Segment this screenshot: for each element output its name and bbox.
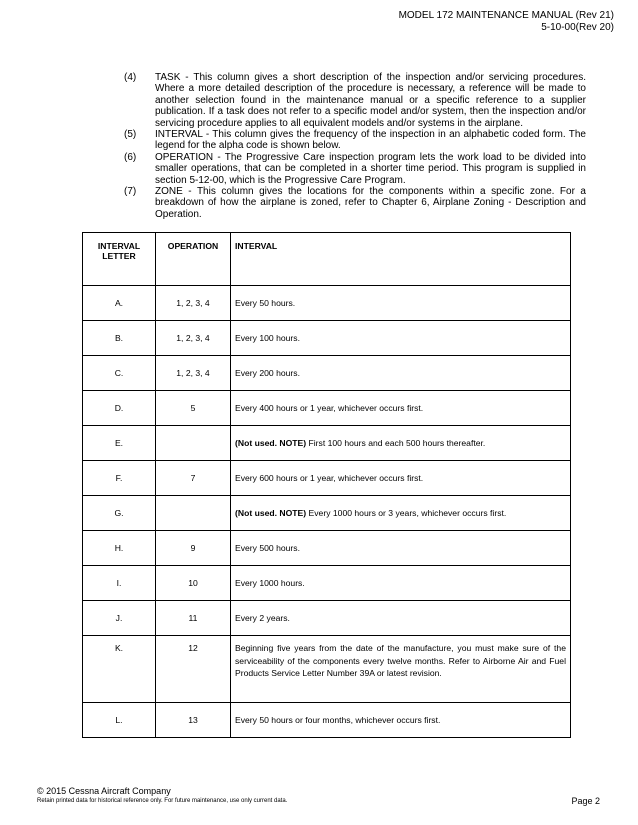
interval-letter-cell: F. [83, 461, 156, 496]
operation-cell: 13 [156, 703, 231, 738]
copyright-notice: © 2015 Cessna Aircraft Company [37, 786, 171, 796]
interval-letter-cell: D. [83, 391, 156, 426]
operation-cell: 9 [156, 531, 231, 566]
interval-cell [231, 496, 571, 531]
interval-table [82, 232, 571, 738]
definition-item-operation [124, 152, 586, 186]
interval-cell [231, 321, 571, 356]
interval-letter-cell: C. [83, 356, 156, 391]
item-text: INTERVAL - This column gives the frequency of the inspection in an alphabetic coded form. The legend for the alpha code is shown below. [155, 129, 586, 152]
interval-text: Every 500 hours. [235, 543, 300, 553]
interval-text: Every 50 hours. [235, 298, 296, 308]
operation-cell: 5 [156, 391, 231, 426]
interval-letter-cell: I. [83, 566, 156, 601]
interval-text: Beginning five years from the date of the manufacture, you must make sure of the serviceability of the components every twelve months. Refer to Airborne Air and Fuel Products Service Letter Number 39A or latest revision. [235, 643, 566, 678]
section-number: 5-10-00(Rev 20) [541, 22, 614, 33]
table-row [83, 703, 571, 738]
operation-cell: 1, 2, 3, 4 [156, 356, 231, 391]
interval-text: Every 200 hours. [235, 368, 300, 378]
interval-cell [231, 391, 571, 426]
item-number: (5) [124, 129, 137, 141]
interval-note: (Not used. NOTE) [235, 438, 307, 448]
item-text: ZONE - This column gives the locations for the components within a specific zone. For a breakdown of how the airplane is zoned, refer to Chapter 6, Airplane Zoning - Description and Operation. [155, 186, 586, 220]
interval-text: Every 100 hours. [235, 333, 300, 343]
table-row [83, 321, 571, 356]
table-row [83, 391, 571, 426]
retain-notice: Retain printed data for historical reference only. For future maintenance, use only current data. [37, 798, 288, 804]
interval-cell [231, 356, 571, 391]
interval-cell [231, 703, 571, 738]
item-text: OPERATION - The Progressive Care inspection program lets the work load to be divided into smaller operations, that can be completed in a shorter time period. This program is supplied in section 5-12-00, which is the Progressive Care Program. [155, 151, 586, 186]
interval-cell [231, 566, 571, 601]
definition-item-zone [124, 186, 586, 220]
page-header [399, 10, 614, 34]
table-row [83, 636, 571, 703]
interval-text: Every 1000 hours or 3 years, whichever occurs first. [306, 508, 507, 518]
header-interval: INTERVAL [231, 233, 571, 286]
interval-letter-cell: A. [83, 286, 156, 321]
interval-text: Every 2 years. [235, 613, 290, 623]
operation-cell [156, 426, 231, 461]
interval-letter-cell: B. [83, 321, 156, 356]
interval-cell [231, 286, 571, 321]
table-row [83, 286, 571, 321]
item-number: (4) [124, 72, 137, 83]
interval-letter-cell: J. [83, 601, 156, 636]
table-row [83, 356, 571, 391]
operation-cell: 7 [156, 461, 231, 496]
item-text: TASK - This column gives a short description of the inspection and/or servicing procedures. Where a more detailed description of the procedure is necessary, a reference will be made to another selection found in the maintenance manual or a specific reference to a supplier publication. If a task does not refer to a specific model and/or system, then the inspection and/or servicing procedure applies to all equivalent models and/or systems in the airplane. [155, 72, 586, 129]
definition-item-task [124, 72, 586, 129]
interval-cell [231, 636, 571, 703]
table-row [83, 566, 571, 601]
page-number: Page 2 [571, 796, 600, 806]
interval-note: (Not used. NOTE) [235, 508, 307, 518]
interval-text: Every 1000 hours. [235, 578, 305, 588]
operation-cell: 12 [156, 636, 231, 703]
operation-cell: 1, 2, 3, 4 [156, 286, 231, 321]
interval-text: Every 400 hours or 1 year, whichever occurs first. [235, 403, 424, 413]
header-interval-letter: INTERVAL LETTER [83, 233, 156, 286]
table-header-row [83, 233, 571, 286]
interval-text: Every 50 hours or four months, whichever occurs first. [235, 715, 441, 725]
table-row [83, 461, 571, 496]
table-row [83, 531, 571, 566]
item-number: (7) [124, 186, 137, 198]
definition-list [124, 72, 586, 220]
table-row [83, 601, 571, 636]
interval-letter-cell: L. [83, 703, 156, 738]
definition-item-interval [124, 129, 586, 152]
interval-cell [231, 461, 571, 496]
interval-cell [231, 531, 571, 566]
interval-letter-cell: H. [83, 531, 156, 566]
item-number: (6) [124, 151, 137, 163]
interval-cell [231, 426, 571, 461]
interval-letter-cell: K. [83, 636, 156, 703]
operation-cell: 11 [156, 601, 231, 636]
operation-cell: 1, 2, 3, 4 [156, 321, 231, 356]
manual-title: MODEL 172 MAINTENANCE MANUAL (Rev 21) [398, 10, 614, 21]
header-operation: OPERATION [156, 233, 231, 286]
table-row [83, 426, 571, 461]
operation-cell: 10 [156, 566, 231, 601]
interval-text: Every 600 hours or 1 year, whichever occurs first. [235, 473, 424, 483]
table-row [83, 496, 571, 531]
interval-text: First 100 hours and each 500 hours thereafter. [306, 438, 486, 448]
interval-letter-cell: G. [83, 496, 156, 531]
interval-cell [231, 601, 571, 636]
operation-cell [156, 496, 231, 531]
interval-letter-cell: E. [83, 426, 156, 461]
